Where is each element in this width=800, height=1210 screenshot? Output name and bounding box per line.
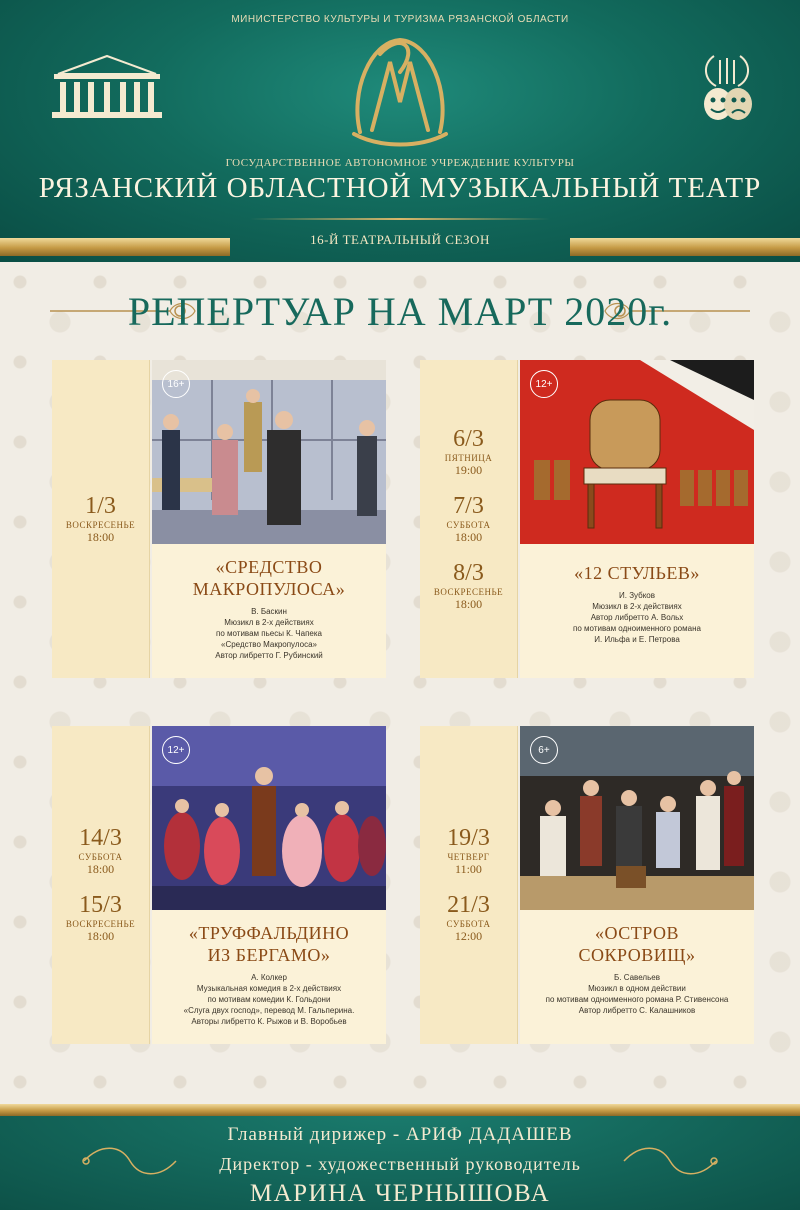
credit-line: по мотивам комедии К. Гольдони — [207, 995, 331, 1004]
repertoire-title: РЕПЕРТУАР НА МАРТ 2020г. — [127, 289, 673, 334]
credit-line: И. Ильфа и Е. Петрова — [594, 635, 680, 644]
date-time: 12:00 — [454, 929, 483, 943]
show-2-photo — [520, 360, 754, 544]
show-title-line: «12 СТУЛЬЕВ» — [574, 563, 700, 583]
show-4-dates — [420, 726, 518, 1044]
repertoire-section — [0, 262, 800, 1104]
credit-line: Мюзикл в 2-х действиях — [592, 602, 682, 611]
date-number: 1/3 — [85, 492, 116, 519]
ministry-label: МИНИСТЕРСТВО КУЛЬТУРЫ И ТУРИЗМА РЯЗАНСКОЙ ОБЛАСТИ — [231, 14, 569, 25]
show-credits — [520, 972, 754, 1016]
credit-line: Автор либретто Г. Рубинский — [215, 651, 323, 660]
season-label: 16-Й ТЕАТРАЛЬНЫЙ СЕЗОН — [310, 232, 490, 247]
credit-line: Музыкальная комедия в 2-х действиях — [196, 984, 342, 993]
show-3-photo — [152, 726, 386, 910]
theatre-name: РЯЗАНСКИЙ ОБЛАСТНОЙ МУЗЫКАЛЬНЫЙ ТЕАТР — [38, 172, 762, 204]
show-4-photo — [520, 726, 754, 910]
date-weekday: ВОСКРЕСЕНЬЕ — [433, 586, 504, 597]
credit-line: «Средство Макропулоса» — [221, 640, 317, 649]
date-entry — [447, 826, 490, 877]
show-title-line: МАКРОПУЛОСА» — [192, 579, 346, 599]
date-entry — [434, 561, 503, 612]
credit-line: Автор либретто С. Калашников — [578, 1006, 696, 1015]
director-role: Директор - художественный руководитель — [219, 1154, 581, 1174]
date-number: 15/3 — [79, 892, 122, 918]
show-2-description — [520, 544, 754, 678]
credit-line: по мотивам пьесы К. Чапека — [216, 629, 322, 638]
show-title-line: «СРЕДСТВО — [215, 557, 323, 577]
show-title — [152, 922, 386, 966]
credit-line: Автор либретто А. Вольх — [590, 613, 684, 622]
credit-line: И. Зубков — [619, 591, 655, 600]
age-rating-badge: 12+ — [530, 370, 558, 398]
date-entry — [446, 893, 490, 944]
footer — [0, 1104, 800, 1210]
age-rating-badge: 6+ — [530, 736, 558, 764]
credit-line: «Слуга двух господ», перевод М. Гальперина. — [183, 1006, 355, 1015]
date-entry — [78, 826, 122, 877]
theatre-monogram-logo — [340, 32, 460, 150]
credit-line: В. Баскин — [251, 607, 287, 616]
date-time: 18:00 — [454, 596, 483, 611]
date-number: 21/3 — [447, 892, 490, 918]
date-time: 18:00 — [86, 529, 115, 544]
credit-line: Авторы либретто К. Рыжов и В. Воробьев — [191, 1017, 347, 1026]
show-credits — [152, 606, 386, 661]
date-entry — [66, 893, 135, 944]
show-1-photo — [152, 360, 386, 544]
date-time: 18:00 — [86, 929, 115, 943]
show-credits — [520, 590, 754, 645]
show-2-dates — [420, 360, 518, 678]
gold-divider — [250, 218, 550, 220]
age-rating-badge: 12+ — [162, 736, 190, 764]
building-logo-icon — [48, 54, 166, 120]
institution-label: ГОСУДАРСТВЕННОЕ АВТОНОМНОЕ УЧРЕЖДЕНИЕ КУЛЬТУРЫ — [225, 157, 575, 169]
date-weekday: ПЯТНИЦА — [444, 452, 493, 463]
date-entry — [446, 494, 490, 545]
date-number: 6/3 — [453, 425, 484, 452]
date-weekday: СУББОТА — [446, 519, 491, 530]
show-title-line: «ОСТРОВ — [595, 923, 679, 943]
show-title-line: ИЗ БЕРГАМО» — [207, 945, 331, 965]
lyre-masks-logo-icon — [696, 52, 758, 124]
date-number: 7/3 — [453, 492, 484, 519]
show-title — [520, 562, 754, 584]
date-weekday: ВОСКРЕСЕНЬЕ — [65, 919, 136, 929]
show-3-description — [152, 910, 386, 1044]
show-title-line: СОКРОВИЩ» — [578, 945, 696, 965]
date-entry — [445, 427, 493, 478]
show-title — [520, 922, 754, 966]
credit-line: по мотивам одноименного романа Р. Стивенсона — [545, 995, 729, 1004]
credit-line: по мотивам одноименного романа — [573, 624, 701, 633]
date-time: 18:00 — [454, 529, 483, 544]
credit-line: Б. Савельев — [614, 973, 660, 982]
show-4-description — [520, 910, 754, 1044]
show-1-description — [152, 544, 386, 678]
credit-line: Мюзикл в одном действии — [588, 984, 686, 993]
credit-line: А. Колкер — [251, 973, 287, 982]
date-number: 8/3 — [453, 559, 484, 586]
date-time: 18:00 — [86, 862, 115, 876]
show-3-dates — [52, 726, 150, 1044]
chief-conductor: Главный дирижер - АРИФ ДАДАШЕВ — [227, 1124, 573, 1145]
show-title — [152, 556, 386, 600]
director-name: МАРИНА ЧЕРНЫШОВА — [249, 1180, 551, 1207]
show-1-dates — [52, 360, 150, 678]
age-rating-badge: 16+ — [162, 370, 190, 398]
header — [0, 0, 800, 262]
gold-band-footer — [0, 1104, 800, 1116]
date-number: 19/3 — [447, 825, 490, 851]
date-time: 19:00 — [454, 462, 483, 477]
show-credits — [152, 972, 386, 1027]
date-weekday: СУББОТА — [78, 852, 123, 862]
date-weekday: ВОСКРЕСЕНЬЕ — [65, 519, 136, 530]
date-time: 11:00 — [455, 862, 482, 876]
date-weekday: ЧЕТВЕРГ — [447, 852, 490, 862]
show-title-line: «ТРУФФАЛЬДИНО — [188, 923, 350, 943]
credit-line: Мюзикл в 2-х действиях — [224, 618, 314, 627]
date-weekday: СУББОТА — [446, 919, 491, 929]
date-entry — [66, 494, 135, 545]
date-number: 14/3 — [79, 825, 122, 851]
